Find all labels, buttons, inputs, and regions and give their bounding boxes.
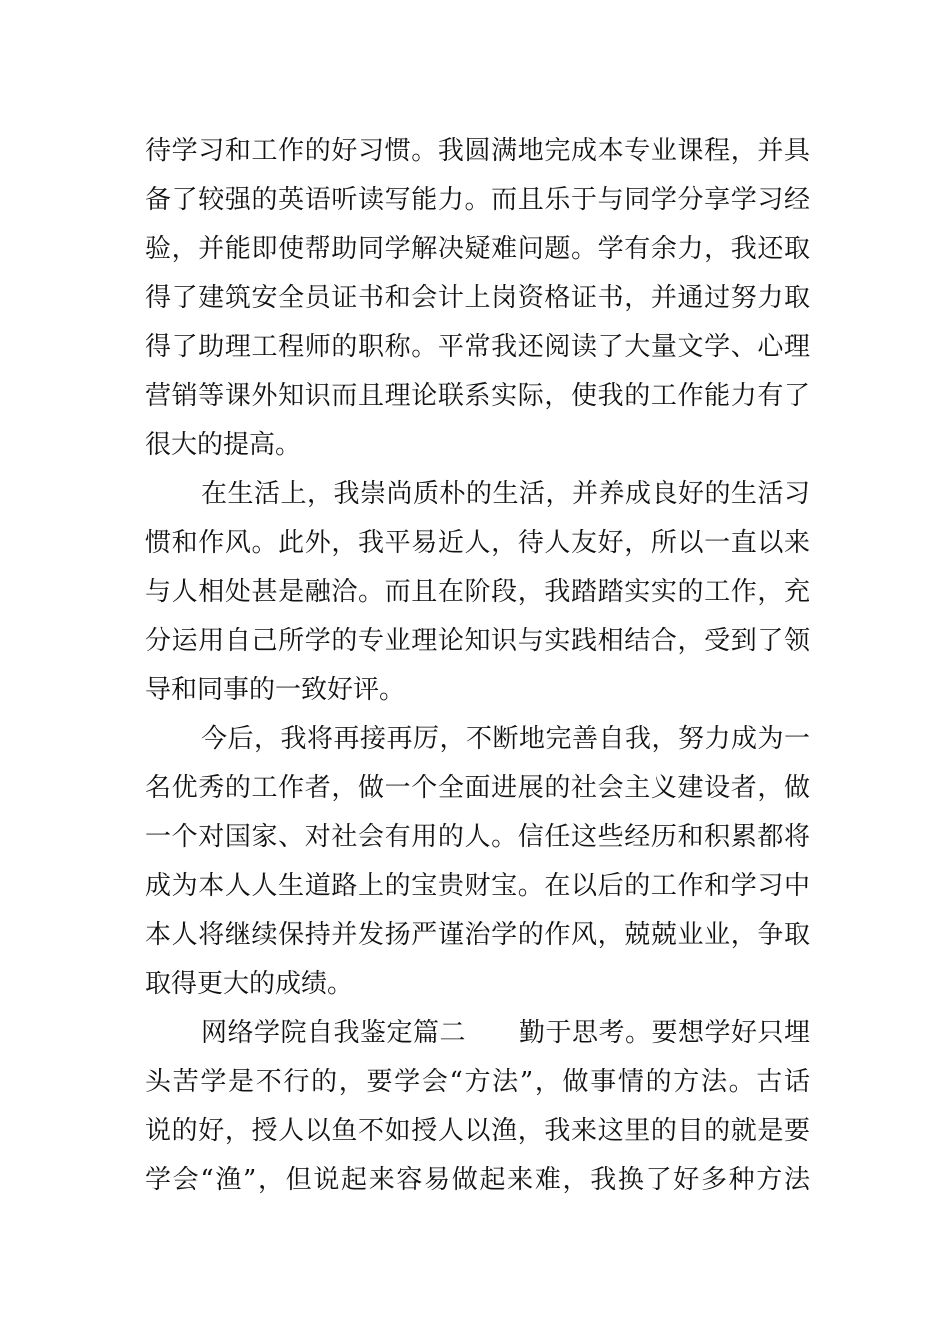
text-line: 验，并能即使帮助同学解决疑难问题。学有余力，我还取 xyxy=(145,234,810,264)
text-line: 与人相处甚是融洽。而且在阶段，我踏踏实实的工作，充 xyxy=(145,577,810,607)
text-line: 本人将继续保持并发扬严谨治学的作风，兢兢业业，争取 xyxy=(145,920,810,950)
text-line: 头苦学是不行的，要学会“方法”，做事情的方法。古话 xyxy=(145,1067,810,1097)
text-line: 说的好，授人以鱼不如授人以渔，我来这里的目的就是要 xyxy=(145,1116,810,1146)
text-line: 营销等课外知识而且理论联系实际，使我的工作能力有了 xyxy=(145,381,810,411)
text-line: 取得更大的成绩。 xyxy=(145,969,354,999)
text-line: 一个对国家、对社会有用的人。信任这些经历和积累都将 xyxy=(145,822,810,852)
text-line: 备了较强的英语听读写能力。而且乐于与同学分享学习经 xyxy=(145,185,810,215)
text-line: 惯和作风。此外，我平易近人，待人友好，所以一直以来 xyxy=(145,528,810,558)
text-line: 成为本人人生道路上的宝贵财宝。在以后的工作和学习中 xyxy=(145,871,810,901)
text-line: 导和同事的一致好评。 xyxy=(145,675,406,705)
paragraph-first-line: 在生活上，我崇尚质朴的生活，并养成良好的生活习 xyxy=(201,479,810,509)
text-line: 得了助理工程师的职称。平常我还阅读了大量文学、心理 xyxy=(145,332,810,362)
text-line: 很大的提高。 xyxy=(145,430,302,460)
text-line: 得了建筑安全员证书和会计上岗资格证书，并通过努力取 xyxy=(145,283,810,313)
text-line: 待学习和工作的好习惯。我圆满地完成本专业课程，并具 xyxy=(145,136,810,166)
paragraph-first-line: 今后，我将再接再厉，不断地完善自我，努力成为一 xyxy=(201,724,810,754)
text-line: 名优秀的工作者，做一个全面进展的社会主义建设者，做 xyxy=(145,773,810,803)
text-line: 分运用自己所学的专业理论知识与实践相结合，受到了领 xyxy=(145,626,810,656)
text-line: 学会“渔”，但说起来容易做起来难，我换了好多种方法 xyxy=(145,1165,810,1195)
document-body xyxy=(145,127,810,1205)
section-heading-line: 网络学院自我鉴定篇二 勤于思考。要想学好只埋 xyxy=(201,1018,810,1048)
